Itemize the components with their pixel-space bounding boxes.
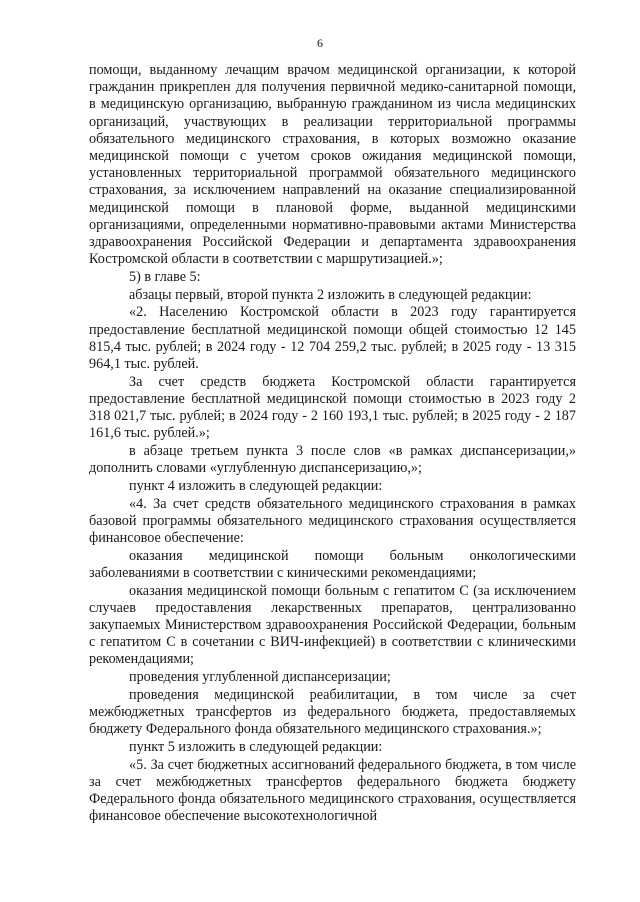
paragraph: «5. За счет бюджетных ассигнований федерального бюджета, в том числе за счет межбюджетных трансфертов федерального бюджета бюджету Федерального фонда обязательного медицинского страхования, осуществляется финансовое обеспечение высокотехнологичной: [89, 756, 576, 825]
paragraph: пункт 4 изложить в следующей редакции:: [129, 477, 383, 494]
body-text: [89, 62, 576, 826]
paragraph: проведения медицинской реабилитации, в том числе за счет межбюджетных трансфертов из федерального бюджета, предоставляемых бюджету Федерального фонда обязательного медицинского страхования.»;: [89, 686, 576, 738]
paragraph: «2. Населению Костромской области в 2023 году гарантируется предоставление бесплатной медицинской помощи общей стоимостью 12 145 815,4 тыс. рублей; в 2024 году - 12 704 259,2 тыс. рублей; в 2025 году - 13 315 964,1 тыс. рублей.: [89, 304, 576, 372]
paragraph: пункт 5 изложить в следующей редакции:: [129, 738, 383, 755]
paragraph: абзацы первый, второй пункта 2 изложить в следующей редакции:: [129, 286, 532, 303]
paragraph: помощи, выданному лечащим врачом медицинской организации, к которой гражданин прикреплен для получения первичной медико-санитарной помощи, в медицинскую организацию, выбранную гражданином из числа медицинских организаций, участвующих в реализации территориальной программы обязательного медицинского страхования, в которых возможно оказание медицинской помощи с учетом сроков ожидания медицинской помощи, установленных территориальной программой обязательного медицинского страхования, за исключением направлений на оказание специализированной медицинской помощи в плановой форме, выданной медицинскими организациями, определенными нормативно-правовыми актами Министерства здравоохранения Российской Федерации и департамента здравоохранения Костромской области в соответствии с маршрутизацией.»;: [89, 62, 576, 268]
paragraph: 5) в главе 5:: [129, 268, 201, 285]
paragraph: в абзаце третьем пункта 3 после слов «в рамках диспансеризации,» дополнить словами «углубленную диспансеризацию,»;: [89, 442, 576, 477]
paragraph: проведения углубленной диспансеризации;: [129, 669, 391, 686]
page-number: 6: [317, 36, 323, 50]
paragraph: оказания медицинской помощи больным онкологическими заболеваниями в соответствии с киническими рекомендациями;: [89, 547, 576, 581]
paragraph: За счет средств бюджета Костромской области гарантируется предоставление бесплатной медицинской помощи стоимостью в 2023 году 2 318 021,7 тыс. рублей; в 2024 году - 2 160 193,1 тыс. рублей; в 2025 году - 2 187 161,6 тыс. рублей.»;: [89, 373, 576, 442]
paragraph: оказания медицинской помощи больным с гепатитом С (за исключением случаев предоставления лекарственных препаратов, централизованно закупаемых Министерством здравоохранения Российской Федерации, больным с гепатитом С в сочетании с ВИЧ-инфекцией) в соответствии с клиническими рекомендациями;: [89, 582, 576, 668]
paragraph: «4. За счет средств обязательного медицинского страхования в рамках базовой программы обязательного медицинского страхования осуществляется финансовое обеспечение:: [89, 495, 576, 546]
